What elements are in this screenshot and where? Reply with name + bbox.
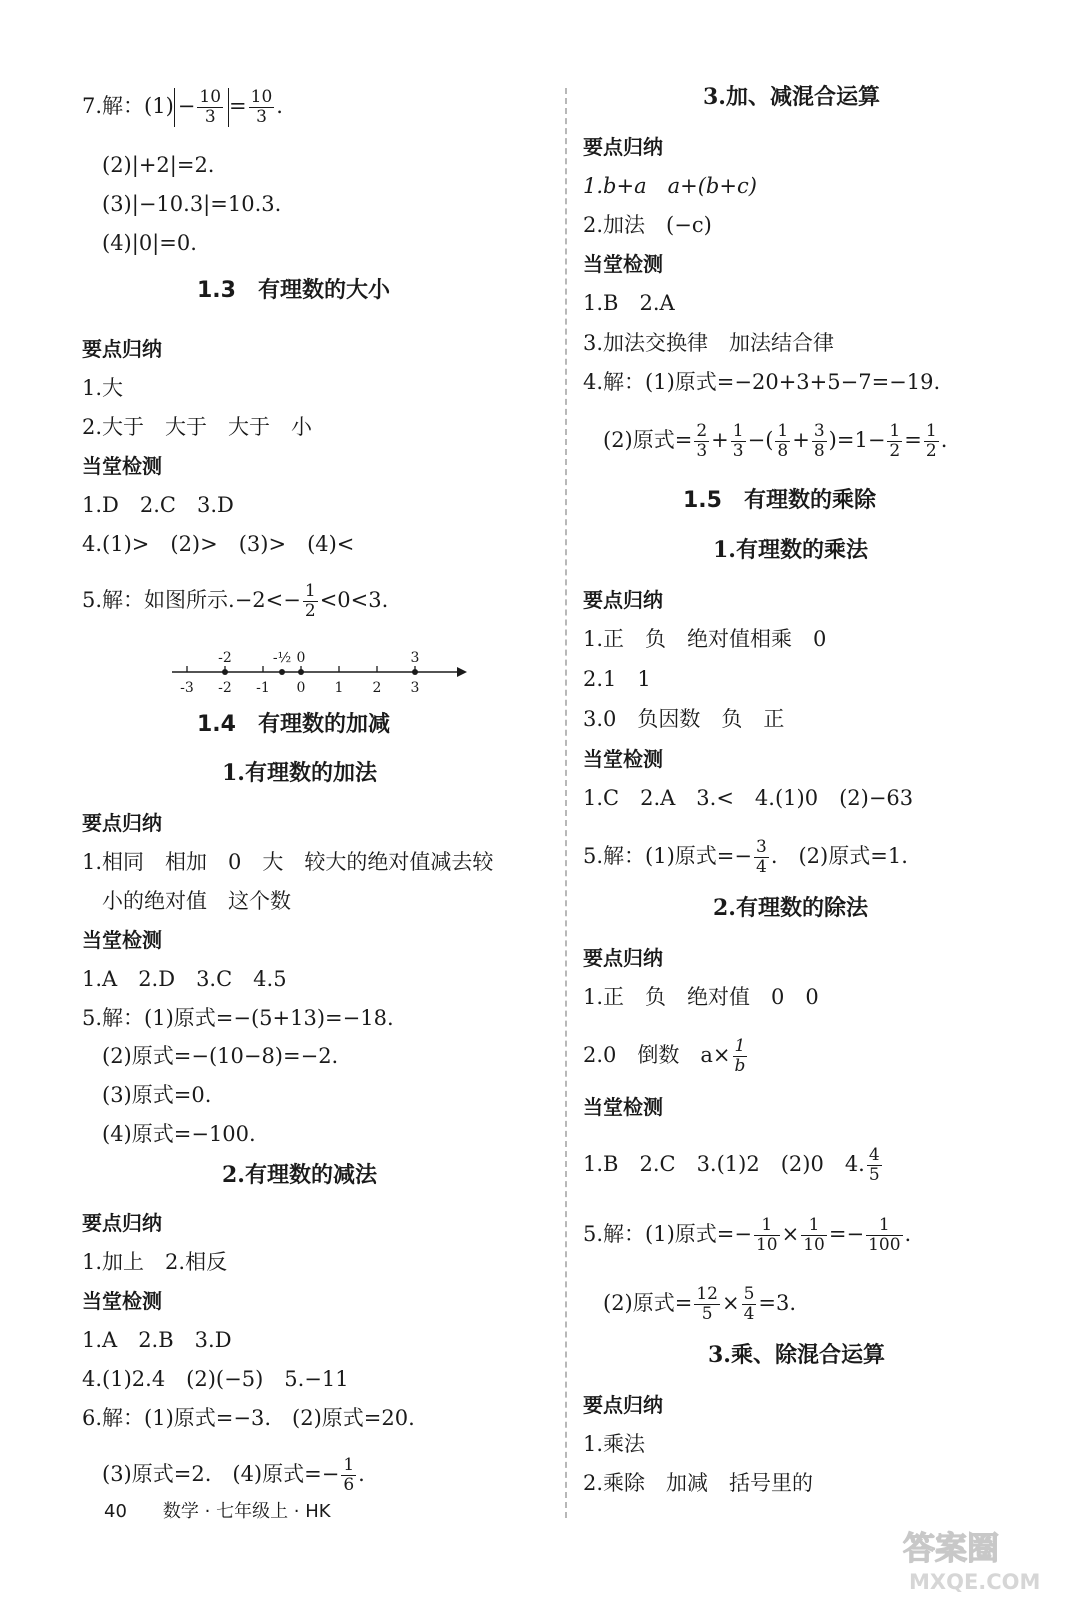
answer-line: 小的绝对值 这个数 — [102, 889, 291, 913]
number-line-point — [279, 669, 285, 675]
answer-line: 1.相同 相加 0 大 较大的绝对值减去较 — [82, 850, 494, 874]
absolute-value: − $\frac{10}{3}$ — [174, 88, 229, 127]
answer-line: 3.加法交换律 加法结合律 — [583, 331, 835, 355]
summary-heading: 要点归纳 — [583, 1393, 663, 1417]
check-heading: 当堂检测 — [583, 252, 663, 276]
answer-line: (4)原式=−100. — [102, 1122, 256, 1146]
answer-line-fraction: (2)原式= $\frac{12}{5}$ × $\frac{5}{4}$ =3. — [603, 1284, 797, 1324]
answer-line: 1.A 2.B 3.D — [82, 1328, 232, 1352]
answer-line: 5.解：(1)原式=−(5+13)=−18. — [82, 1006, 394, 1030]
fraction: $\frac{1}{6}$ — [343, 1455, 355, 1495]
q7-part2: (2)|+2|=2. — [102, 153, 215, 177]
number-line-point-label: -½ — [272, 650, 292, 666]
fraction: $\frac{3}{8}$ — [813, 421, 825, 461]
fraction: $\frac{1}{100}$ — [868, 1215, 901, 1255]
answer-line-fraction: 5.解：如图所示.−2<− $\frac{1}{2}$ <0<3. — [82, 581, 389, 621]
fraction: $\frac{1}{2}$ — [925, 421, 937, 461]
subsection-heading: 1.有理数的加法 — [222, 760, 377, 786]
answer-line-fraction: 5.解：(1)原式=− $\frac{3}{4}$ . (2)原式=1. — [583, 837, 908, 877]
fraction: $\frac{1}{8}$ — [777, 421, 789, 461]
fraction: $\frac{1}{b}$ — [734, 1036, 746, 1076]
arrow-icon — [457, 667, 467, 677]
number-line-tick-label: 1 — [334, 680, 344, 696]
number-line-tick-label: -2 — [218, 680, 232, 696]
subsection-heading: 2.有理数的除法 — [713, 895, 868, 921]
answer-line: 2.乘除 加减 括号里的 — [583, 1471, 814, 1495]
q7-part1: 7.解：(1) − $\frac{10}{3}$ = $\frac{10}{3}$ . — [82, 87, 283, 127]
check-heading: 当堂检测 — [82, 928, 162, 952]
summary-heading: 要点归纳 — [82, 1211, 162, 1235]
number-line-point — [222, 669, 228, 675]
answer-line: 2.1 1 — [583, 667, 651, 691]
check-heading: 当堂检测 — [583, 747, 663, 771]
section-heading-1-5: 1.5 有理数的乘除 — [683, 488, 876, 513]
answer-line: 1.正 负 绝对值相乘 0 — [583, 627, 827, 651]
page-number: 40 — [104, 1501, 127, 1522]
answer-line: 1.D 2.C 3.D — [82, 493, 234, 517]
answer-line-fraction: 1.B 2.C 3.(1)2 (2)0 4. $\frac{4}{5}$ — [583, 1145, 880, 1185]
check-heading: 当堂检测 — [82, 1289, 162, 1313]
answer-line: 4.解：(1)原式=−20+3+5−7=−19. — [583, 370, 941, 394]
check-heading: 当堂检测 — [583, 1095, 663, 1119]
answer-line: 4.(1)2.4 (2)(−5) 5.−11 — [82, 1367, 349, 1391]
footer-title: 数学 · 七年级上 · HK — [162, 1501, 331, 1522]
fraction: $\frac{1}{10}$ — [755, 1215, 778, 1255]
number-line-point-label: 0 — [296, 650, 306, 666]
fraction: $\frac{2}{3}$ — [696, 421, 708, 461]
answer-line: 1.B 2.A — [583, 291, 675, 315]
column-divider — [565, 88, 567, 1518]
number-line-point-label: -2 — [218, 650, 232, 666]
fraction: $\frac{1}{3}$ — [732, 421, 744, 461]
watermark-text-bottom: MXQE.COM — [909, 1570, 1041, 1594]
fraction: $\frac{10}{3}$ — [199, 87, 222, 127]
fraction: $\frac{3}{4}$ — [755, 837, 767, 877]
q7-part3: (3)|−10.3|=10.3. — [102, 192, 282, 216]
section-heading-1-3: 1.3 有理数的大小 — [197, 278, 390, 303]
summary-heading: 要点归纳 — [82, 337, 162, 361]
answer-line: 1.加上 2.相反 — [82, 1250, 228, 1274]
answer-line: 1.正 负 绝对值 0 0 — [583, 985, 819, 1009]
subsection-heading: 1.有理数的乘法 — [713, 537, 868, 563]
answer-line: 2.加法 (−c) — [583, 213, 712, 237]
fraction: $\frac{5}{4}$ — [743, 1284, 755, 1324]
subsection-heading: 2.有理数的减法 — [222, 1162, 377, 1188]
answer-line-fraction: 2.0 倒数 a× $\frac{1}{b}$ — [583, 1036, 746, 1076]
answer-line-fraction: (3)原式=2. (4)原式=− $\frac{1}{6}$ . — [102, 1455, 365, 1495]
q7-part4: (4)|0|=0. — [102, 231, 197, 255]
number-line-tick-label: 0 — [296, 680, 306, 696]
number-line — [172, 642, 472, 697]
summary-heading: 要点归纳 — [583, 588, 663, 612]
fraction: $\frac{1}{10}$ — [803, 1215, 825, 1255]
answer-line: (3)原式=0. — [102, 1083, 212, 1107]
fraction: $\frac{1}{2}$ — [889, 421, 901, 461]
number-line-point — [412, 669, 418, 675]
answer-line: 1.C 2.A 3.< 4.(1)0 (2)−63 — [583, 786, 914, 810]
answer-line: 3.0 负因数 负 正 — [583, 707, 785, 731]
fraction: $\frac{12}{5}$ — [696, 1284, 718, 1324]
answer-line-fraction: (2)原式= $\frac{2}{3}$ + $\frac{1}{3}$ −( $\frac{1}{8}$ + $\frac{3}{8}$ )=1− $\frac{1}{2}$ = $\frac{1}{2}$ . — [603, 421, 948, 461]
subsection-heading: 3.乘、除混合运算 — [708, 1342, 885, 1368]
answer-line: (2)原式=−(10−8)=−2. — [102, 1044, 339, 1068]
answer-line: 1.A 2.D 3.C 4.5 — [82, 967, 287, 991]
answer-line: 1.大 — [82, 376, 124, 400]
answer-line: 6.解：(1)原式=−3. (2)原式=20. — [82, 1406, 415, 1430]
answer-line: 4.(1)> (2)> (3)> (4)< — [82, 532, 355, 556]
answer-line: 2.大于 大于 大于 小 — [82, 415, 313, 439]
number-line-tick-label: -3 — [180, 680, 194, 696]
answer-line-fraction: 5.解：(1)原式=− $\frac{1}{10}$ × $\frac{1}{10}$ =− $\frac{1}{100}$ . — [583, 1215, 912, 1255]
fraction: $\frac{1}{2}$ — [304, 581, 316, 621]
number-line-tick-label: 3 — [410, 680, 420, 696]
summary-heading: 要点归纳 — [583, 135, 663, 159]
fraction: $\frac{4}{5}$ — [868, 1145, 880, 1185]
page-footer — [104, 1497, 331, 1523]
fraction: $\frac{10}{3}$ — [250, 87, 273, 127]
summary-heading: 要点归纳 — [583, 946, 663, 970]
watermark-logo — [895, 1525, 1070, 1595]
watermark-text-top: 答案圈 — [903, 1529, 1000, 1567]
answer-line: 1.乘法 — [583, 1432, 646, 1456]
answer-line: 1.b+a a+(b+c) — [583, 174, 757, 198]
check-heading: 当堂检测 — [82, 454, 162, 478]
number-line-point-label: 3 — [410, 650, 420, 666]
number-line-tick-label: -1 — [256, 680, 270, 696]
summary-heading: 要点归纳 — [82, 811, 162, 835]
section-heading-1-4: 1.4 有理数的加减 — [197, 712, 390, 737]
subsection-heading: 3.加、减混合运算 — [703, 84, 880, 110]
number-line-point — [298, 669, 304, 675]
number-line-tick-label: 2 — [372, 680, 382, 696]
